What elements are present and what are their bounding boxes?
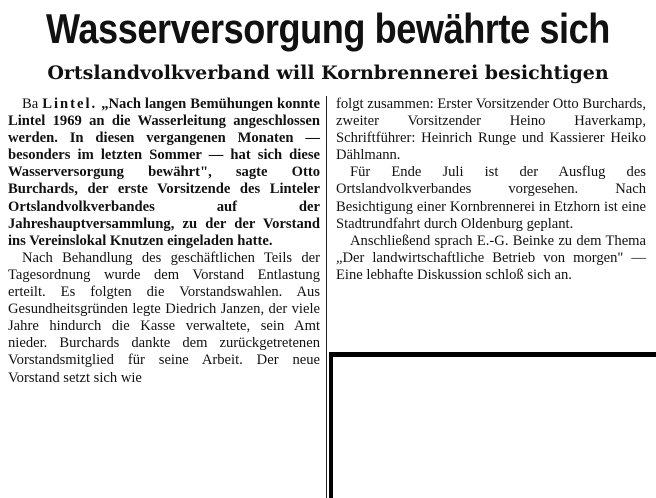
article-column-right (336, 96, 646, 284)
body-paragraph-3: Anschließend sprach E.-G. Beinke zu dem Thema „Der landwirtschaftliche Betrieb von morgen" — Eine lebhafte Diskussion schloß sich an. (336, 232, 646, 283)
body-paragraph-1: Nach Behandlung des geschäftlichen Teils der Tagesordnung wurde dem Vorstand Entlastung erteilt. Es folgten die Vorstandswahlen. Aus Gesundheitsgründen legte Diedrich Janzen, der viele Jahre hindurch die Kasse verwaltete, sein Amt nieder. Burchards dankte dem zurückgetretenen Vorstandsmitglied für seine Arbeit. Der neue Vorstand setzt sich wie (8, 249, 320, 386)
body-paragraph-1-continued: folgt zusammen: Erster Vorsitzender Otto Burchards, zweiter Vorsitzender Heino Haverkamp, Schriftführer: Heinrich Runge und Kassierer Heiko Dählmann. (336, 96, 646, 164)
dateline-place: Lintel. (42, 96, 98, 112)
headline: Wasserversorgung bewährte sich (46, 5, 610, 52)
column-divider (326, 96, 327, 498)
author-initials: Ba (22, 96, 39, 112)
subheadline: Ortslandvolkverband will Kornbrennerei besichtigen (47, 62, 609, 84)
lead-text: „Nach langen Bemühungen konnte Lintel 1969 an die Wasserleitung angeschlossen werden. In diesen vergangenen Monaten — besonders im letzten Sommer — hat sich diese Wasserversorgung bewährt", sagte Otto Burchards, der erste Vorsitzende des Linteler Ortslandvolkverbandes auf der Jahreshauptversammlung, zu der der Vorstand ins Vereinslokal Knutzen eingeladen hatte. (8, 96, 321, 249)
body-paragraph-2: Für Ende Juli ist der Ausflug des Ortslandvolkverbandes vorgesehen. Nach Besichtigung einer Kornbrennerei in Etzhorn ist eine Stadtrundfahrt durch Oldenburg geplant. (336, 164, 646, 232)
blank-region (329, 352, 656, 498)
article-column-left (8, 96, 320, 387)
lead-paragraph (8, 96, 320, 250)
